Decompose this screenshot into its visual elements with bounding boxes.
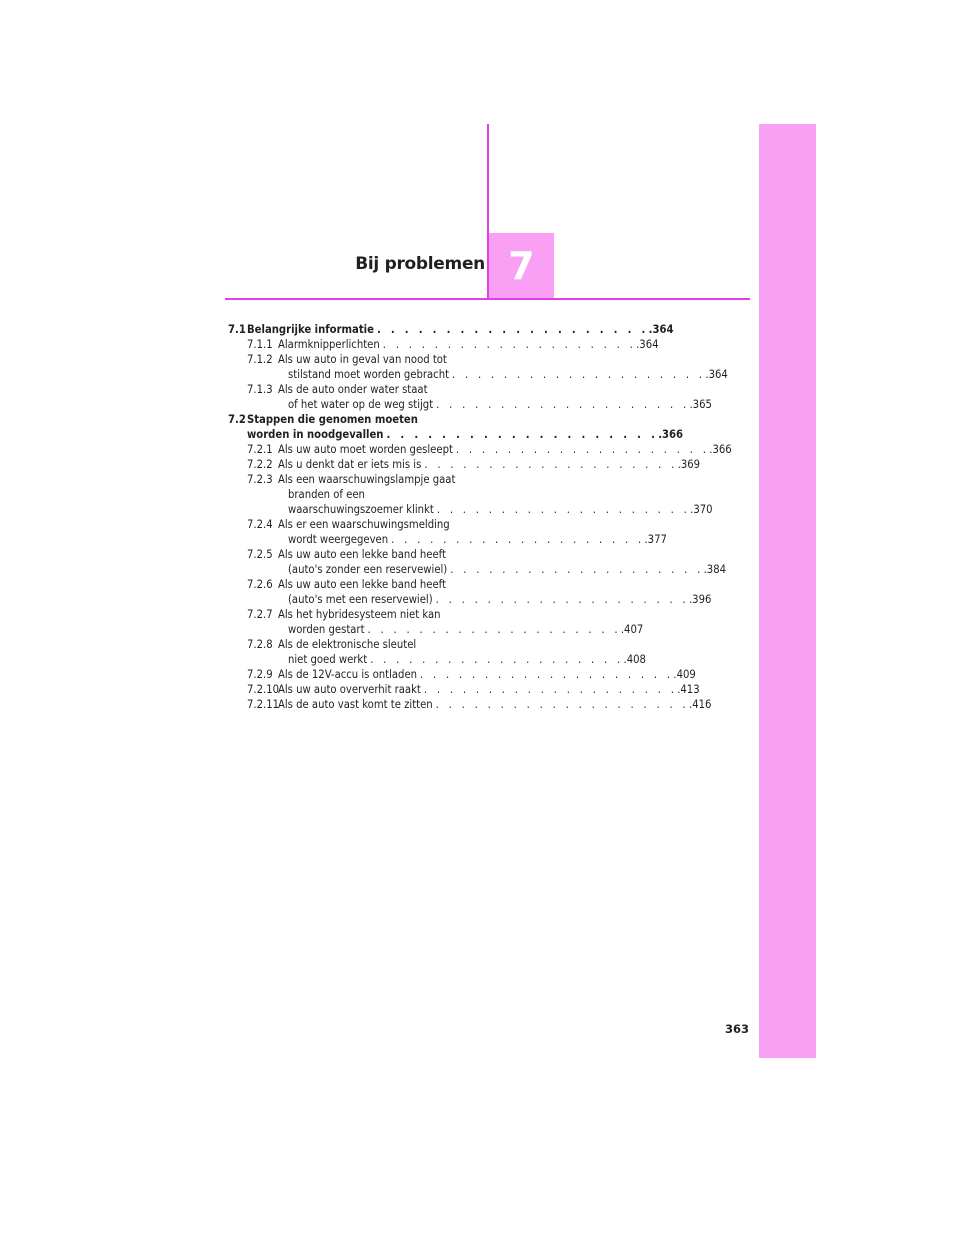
toc-entry-title: Als de auto onder water staat <box>278 383 428 396</box>
toc-entry[interactable] <box>228 577 712 607</box>
toc-entry-title: Als er een waarschuwingsmelding <box>278 518 450 531</box>
toc-entry-line <box>228 562 726 577</box>
toc-entry-page: .413 <box>677 683 700 696</box>
toc-entry-page: .366 <box>658 428 684 441</box>
toc-leader-dots: . . . . . . . . . . . . . . . . . . . . <box>435 593 689 606</box>
toc-entry-number: 7.2.9 <box>247 668 273 681</box>
toc-leader-dots: . . . . . . . . . . . . . . . . . . . . <box>436 503 691 516</box>
toc-entry-page: .364 <box>648 323 674 336</box>
toc-entry-title: Als uw auto een lekke band heeft <box>278 548 446 561</box>
toc-entry-line <box>228 412 466 427</box>
toc-entry-page: .365 <box>689 398 712 411</box>
toc-leader-dots: . . . . . . . . . . . . . . . . . . . . <box>382 338 637 351</box>
toc-entry-page: .409 <box>673 668 696 681</box>
toc-entry-line <box>228 652 646 667</box>
toc-entry-title: Als uw auto oververhit raakt <box>278 683 421 696</box>
toc-entry[interactable] <box>228 457 701 472</box>
toc-entry[interactable] <box>228 382 712 412</box>
toc-entry-line <box>228 592 712 607</box>
toc-leader-dots: . . . . . . . . . . . . . . . . . . . . <box>376 323 649 336</box>
toc-entry-number: 7.2.10 <box>247 683 280 696</box>
toc-entry-number: 7.2.3 <box>247 473 273 486</box>
toc-leader-dots: . . . . . . . . . . . . . . . . . . . . <box>452 368 706 381</box>
toc-entry-number: 7.1.3 <box>247 383 273 396</box>
toc-entry-title: Als de auto vast komt te zitten <box>278 698 433 711</box>
toc-entry-title: Als de elektronische sleutel <box>278 638 417 651</box>
toc-leader-dots: . . . . . . . . . . . . . . . . . . . . <box>367 623 621 636</box>
chapter-number: 7 <box>508 243 535 288</box>
toc-leader-dots: . . . . . . . . . . . . . . . . . . . . <box>386 428 659 441</box>
toc-leader-dots: . . . . . . . . . . . . . . . . . . . . <box>435 698 690 711</box>
toc-entry[interactable] <box>228 352 728 382</box>
toc-entry-number: 7.2.4 <box>247 518 273 531</box>
toc-leader-dots: . . . . . . . . . . . . . . . . . . . . <box>450 563 704 576</box>
toc-entry-title: Als u denkt dat er iets mis is <box>278 458 422 471</box>
toc-entry-line <box>228 502 713 517</box>
toc-entry-number: 7.1 <box>228 323 246 336</box>
toc-entry-title: Belangrijke informatie <box>247 323 374 336</box>
table-of-contents <box>228 322 732 712</box>
toc-entry-line <box>228 322 674 337</box>
toc-entry[interactable] <box>228 442 732 457</box>
toc-entry-line <box>228 367 728 382</box>
toc-entry-title: (auto's met een reservewiel) <box>288 593 433 606</box>
toc-entry-page: .396 <box>688 593 712 606</box>
toc-entry-number: 7.2.1 <box>247 443 273 456</box>
toc-leader-dots: . . . . . . . . . . . . . . . . . . . . <box>455 443 710 456</box>
toc-entry-page: .364 <box>705 368 728 381</box>
toc-entry-page: .416 <box>689 698 712 711</box>
toc-entry[interactable] <box>228 697 712 712</box>
toc-entry-number: 7.2 <box>228 413 246 426</box>
toc-entry[interactable] <box>228 682 700 697</box>
toc-leader-dots: . . . . . . . . . . . . . . . . . . . . <box>424 458 678 471</box>
toc-entry[interactable] <box>228 667 696 682</box>
toc-entry-number: 7.2.2 <box>247 458 273 471</box>
toc-entry-page: .377 <box>644 533 667 546</box>
toc-entry-number: 7.1.2 <box>247 353 273 366</box>
toc-entry-title: Als uw auto in geval van nood tot <box>278 353 447 366</box>
toc-leader-dots: . . . . . . . . . . . . . . . . . . . . <box>436 398 690 411</box>
toc-entry[interactable] <box>228 337 659 352</box>
toc-entry[interactable] <box>228 517 667 547</box>
toc-entry-title: Als de 12V-accu is ontladen <box>278 668 418 681</box>
header-horizontal-rule <box>225 298 750 300</box>
toc-entry-title: stilstand moet worden gebracht <box>288 368 450 381</box>
toc-entry-title: Als uw auto een lekke band heeft <box>278 578 446 591</box>
toc-leader-dots: . . . . . . . . . . . . . . . . . . . . <box>423 683 678 696</box>
toc-entry[interactable] <box>228 547 726 577</box>
toc-entry-page: .366 <box>709 443 732 456</box>
toc-entry-number: 7.2.11 <box>247 698 280 711</box>
toc-leader-dots: . . . . . . . . . . . . . . . . . . . . <box>391 533 645 546</box>
chapter-title: Bij problemen <box>355 254 485 274</box>
toc-entry-page: .370 <box>690 503 713 516</box>
toc-entry-line <box>228 532 667 547</box>
toc-entry-page: .408 <box>623 653 646 666</box>
toc-entry-title: Stappen die genomen moeten <box>247 413 418 426</box>
toc-entry-title: Alarmknipperlichten <box>278 338 380 351</box>
toc-entry[interactable] <box>228 607 644 637</box>
toc-entry-title: waarschuwingszoemer klinkt <box>288 503 434 516</box>
toc-entry-number: 7.1.1 <box>247 338 273 351</box>
toc-entry-line <box>228 427 684 442</box>
toc-leader-dots: . . . . . . . . . . . . . . . . . . . . <box>420 668 674 681</box>
chapter-side-tab <box>759 124 816 1058</box>
toc-entry-line <box>228 397 712 412</box>
toc-entry[interactable] <box>228 637 646 667</box>
toc-entry-page: .364 <box>636 338 659 351</box>
toc-entry[interactable] <box>228 412 684 442</box>
toc-leader-dots: . . . . . . . . . . . . . . . . . . . . <box>370 653 624 666</box>
toc-entry-line <box>228 622 644 637</box>
toc-entry-title: worden gestart <box>288 623 365 636</box>
toc-entry-title: of het water op de weg stijgt <box>288 398 434 411</box>
chapter-number-box <box>489 233 554 298</box>
toc-entry-title: wordt weergegeven <box>288 533 389 546</box>
toc-entry-title: worden in noodgevallen <box>247 428 384 441</box>
toc-entry-number: 7.2.6 <box>247 578 273 591</box>
toc-entry-line <box>228 487 466 502</box>
toc-entry-title: branden of een <box>288 488 365 501</box>
toc-entry-title: Als het hybridesysteem niet kan <box>278 608 441 621</box>
toc-entry-number: 7.2.5 <box>247 548 273 561</box>
toc-entry-page: .384 <box>703 563 726 576</box>
toc-entry-number: 7.2.8 <box>247 638 273 651</box>
toc-entry-page: .407 <box>620 623 644 636</box>
toc-entry-title: Als een waarschuwingslampje gaat <box>278 473 456 486</box>
toc-entry-title: niet goed werkt <box>288 653 368 666</box>
toc-entry-page: .369 <box>677 458 701 471</box>
toc-entry[interactable] <box>228 472 713 517</box>
toc-entry[interactable] <box>228 322 674 337</box>
toc-entry-title: (auto's zonder een reservewiel) <box>288 563 448 576</box>
toc-entry-title: Als uw auto moet worden gesleept <box>278 443 453 456</box>
toc-entry-number: 7.2.7 <box>247 608 273 621</box>
page-number: 363 <box>724 1022 749 1036</box>
